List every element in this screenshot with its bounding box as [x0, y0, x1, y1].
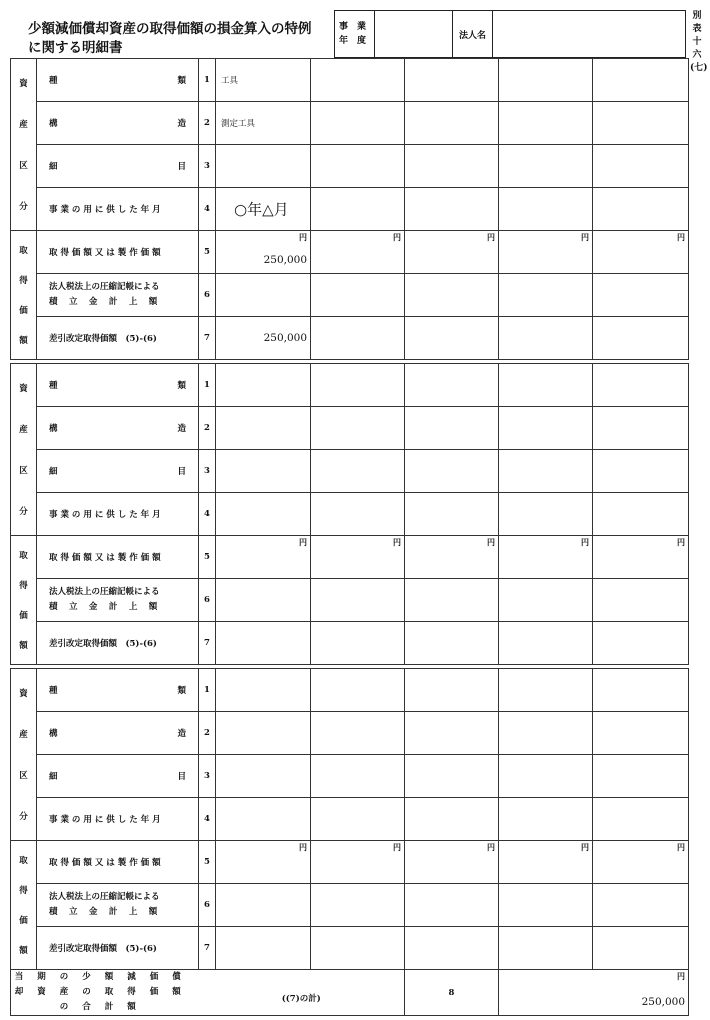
asset-group-label	[11, 59, 37, 231]
value-cell[interactable]	[216, 231, 311, 274]
yen-unit: 円	[487, 537, 495, 547]
value-cell[interactable]	[311, 669, 405, 712]
row-detail	[11, 755, 689, 798]
header-box	[334, 10, 686, 58]
value-cell[interactable]	[405, 755, 499, 798]
value-cell[interactable]	[216, 274, 311, 317]
value-cell[interactable]	[405, 145, 499, 188]
value-cell[interactable]	[593, 622, 689, 665]
group-char: 分	[19, 202, 28, 212]
value-cell[interactable]	[311, 798, 405, 841]
label-net: 差引改定取得価額 (5)-(6)	[37, 317, 199, 360]
value-cell[interactable]	[499, 450, 593, 493]
row-number: 7	[199, 317, 216, 360]
group-char: 得	[19, 275, 28, 286]
value-cell[interactable]	[311, 536, 405, 579]
group-char: 資	[19, 384, 28, 394]
yen-unit: 円	[677, 537, 685, 547]
row-cost	[11, 841, 689, 884]
row-number: 3	[199, 145, 216, 188]
asset-group-label	[11, 669, 37, 841]
value-cell[interactable]	[311, 622, 405, 665]
row-number: 5	[199, 841, 216, 884]
form-number-label: 別 表 十 六 (七)	[690, 11, 708, 73]
row-date	[11, 188, 689, 231]
value-cell[interactable]	[216, 59, 311, 102]
value-cell[interactable]	[311, 407, 405, 450]
value-cell[interactable]	[593, 364, 689, 407]
value-cell[interactable]	[311, 364, 405, 407]
row-number: 3	[199, 755, 216, 798]
total-label: 当期の少額減価償却資産の取得価額の合計額	[11, 970, 199, 1016]
structure-value: 測定工具	[221, 119, 256, 129]
label-structure: 構 造	[37, 712, 199, 755]
value-cell[interactable]	[216, 579, 311, 622]
cost-group-label	[11, 841, 37, 970]
value-cell[interactable]	[405, 493, 499, 536]
value-cell[interactable]	[405, 102, 499, 145]
yen-unit: 円	[581, 842, 589, 852]
value-cell[interactable]	[499, 407, 593, 450]
form-title	[28, 20, 328, 58]
fiscal-year-label: 事 業 年 度	[335, 11, 375, 57]
value-cell[interactable]	[311, 493, 405, 536]
value-cell[interactable]	[405, 884, 499, 927]
value-cell[interactable]	[311, 188, 405, 231]
value-cell[interactable]	[593, 231, 689, 274]
group-char: 産	[19, 425, 28, 435]
row-detail	[11, 450, 689, 493]
row-structure	[11, 407, 689, 450]
row-cost	[11, 536, 689, 579]
value-cell[interactable]	[499, 712, 593, 755]
label-cost: 取 得 価 額 又 は 製 作 価 額	[37, 841, 199, 884]
value-cell[interactable]	[499, 231, 593, 274]
value-cell[interactable]	[311, 231, 405, 274]
row-number: 4	[199, 188, 216, 231]
value-cell[interactable]	[593, 493, 689, 536]
row-number: 6	[199, 579, 216, 622]
row-reserve	[11, 884, 689, 927]
value-cell[interactable]	[593, 884, 689, 927]
label-structure: 構 造	[37, 102, 199, 145]
yen-unit: 円	[299, 842, 307, 852]
label-reserve: 法人税法上の圧縮記帳による 積 立 金 計 上 額	[37, 274, 199, 317]
value-cell[interactable]	[499, 59, 593, 102]
value-cell[interactable]	[405, 841, 499, 884]
value-cell[interactable]	[311, 712, 405, 755]
row-number: 7	[199, 622, 216, 665]
value-cell[interactable]	[405, 579, 499, 622]
value-cell[interactable]	[405, 59, 499, 102]
value-cell[interactable]	[405, 364, 499, 407]
fiscal-year-field[interactable]	[375, 11, 453, 57]
row-detail	[11, 145, 689, 188]
value-cell[interactable]	[593, 712, 689, 755]
row-number: 4	[199, 798, 216, 841]
row-net	[11, 622, 689, 665]
row-kind	[11, 59, 689, 102]
yen-unit: 円	[581, 232, 589, 242]
value-cell[interactable]	[593, 536, 689, 579]
row-number: 5	[199, 231, 216, 274]
value-cell[interactable]	[499, 622, 593, 665]
label-reserve: 法人税法上の圧縮記帳による 積 立 金 計 上 額	[37, 884, 199, 927]
value-cell[interactable]	[593, 145, 689, 188]
form-title-line-2: に関する明細書	[28, 40, 123, 56]
value-cell[interactable]	[593, 755, 689, 798]
group-char: 区	[19, 466, 28, 476]
value-cell[interactable]	[405, 231, 499, 274]
value-cell[interactable]	[311, 102, 405, 145]
value-cell[interactable]	[216, 622, 311, 665]
cost-value: 250,000	[263, 254, 307, 266]
group-char: 額	[19, 336, 28, 347]
row-net	[11, 927, 689, 970]
row-number: 2	[199, 102, 216, 145]
row-number: 6	[199, 884, 216, 927]
value-cell[interactable]	[405, 450, 499, 493]
row-structure	[11, 102, 689, 145]
group-char: 産	[19, 120, 28, 130]
yen-unit: 円	[677, 842, 685, 852]
row-number: 1	[199, 364, 216, 407]
total-value: 250,000	[641, 996, 685, 1008]
value-cell[interactable]	[593, 798, 689, 841]
row-number: 5	[199, 536, 216, 579]
value-cell[interactable]	[216, 755, 311, 798]
value-cell[interactable]	[216, 884, 311, 927]
kind-value: 工具	[221, 76, 239, 86]
value-cell[interactable]	[499, 669, 593, 712]
label-date: 事 業 の 用 に 供 し た 年 月	[37, 188, 199, 231]
label-structure: 構 造	[37, 407, 199, 450]
yen-unit: 円	[677, 232, 685, 242]
label-date: 事 業 の 用 に 供 し た 年 月	[37, 493, 199, 536]
value-cell[interactable]	[311, 927, 405, 970]
value-cell[interactable]	[216, 450, 311, 493]
label-detail: 細 目	[37, 450, 199, 493]
label-detail: 細 目	[37, 145, 199, 188]
value-cell[interactable]	[311, 145, 405, 188]
row-total	[11, 970, 689, 1016]
label-cost: 取 得 価 額 又 は 製 作 価 額	[37, 536, 199, 579]
value-cell[interactable]	[216, 712, 311, 755]
value-cell[interactable]	[499, 274, 593, 317]
value-cell[interactable]	[499, 145, 593, 188]
value-cell[interactable]	[216, 102, 311, 145]
value-cell[interactable]	[405, 536, 499, 579]
yen-unit: 円	[393, 537, 401, 547]
corp-name-label: 法人名	[453, 11, 493, 57]
value-cell[interactable]	[311, 884, 405, 927]
value-cell[interactable]	[311, 59, 405, 102]
row-number: 4	[199, 493, 216, 536]
value-cell[interactable]	[593, 927, 689, 970]
cost-group-label	[11, 231, 37, 360]
label-kind: 種 類	[37, 59, 199, 102]
group-char: 分	[19, 812, 28, 822]
value-cell[interactable]	[405, 188, 499, 231]
value-cell[interactable]	[499, 755, 593, 798]
label-detail: 細 目	[37, 755, 199, 798]
value-cell[interactable]	[405, 622, 499, 665]
label-net: 差引改定取得価額 (5)-(6)	[37, 927, 199, 970]
value-cell[interactable]	[216, 188, 311, 231]
asset-group-label	[11, 364, 37, 536]
group-char: 区	[19, 771, 28, 781]
row-kind	[11, 364, 689, 407]
group-char: 資	[19, 689, 28, 699]
group-char: 価	[19, 916, 28, 927]
value-cell[interactable]	[405, 927, 499, 970]
yen-unit: 円	[487, 842, 495, 852]
form-title-line-1: 少額減価償却資産の取得価額の損金算入の特例	[28, 21, 312, 37]
total-sub: ((7)の計)	[281, 994, 321, 1004]
value-cell[interactable]	[216, 145, 311, 188]
cost-group-label	[11, 536, 37, 665]
value-cell[interactable]	[311, 755, 405, 798]
yen-unit: 円	[393, 232, 401, 242]
corp-name-field[interactable]	[493, 11, 685, 57]
label-date: 事 業 の 用 に 供 し た 年 月	[37, 798, 199, 841]
value-cell[interactable]	[216, 927, 311, 970]
group-char: 取	[19, 550, 28, 561]
detail-table	[10, 58, 689, 1016]
group-char: 価	[19, 611, 28, 622]
row-number: 7	[199, 927, 216, 970]
value-cell[interactable]	[216, 536, 311, 579]
value-cell[interactable]	[311, 579, 405, 622]
row-reserve	[11, 274, 689, 317]
value-cell[interactable]	[499, 493, 593, 536]
value-cell[interactable]	[593, 579, 689, 622]
row-number: 6	[199, 274, 216, 317]
group-char: 価	[19, 306, 28, 317]
value-cell[interactable]	[216, 841, 311, 884]
date-value: ○年△月	[234, 200, 289, 219]
row-kind	[11, 669, 689, 712]
value-cell[interactable]	[499, 102, 593, 145]
value-cell[interactable]	[499, 884, 593, 927]
label-cost: 取 得 価 額 又 は 製 作 価 額	[37, 231, 199, 274]
value-cell[interactable]	[499, 927, 593, 970]
yen-unit: 円	[581, 537, 589, 547]
value-cell[interactable]	[593, 669, 689, 712]
value-cell[interactable]	[216, 407, 311, 450]
row-date	[11, 493, 689, 536]
value-cell[interactable]	[593, 59, 689, 102]
value-cell[interactable]	[405, 798, 499, 841]
total-label-cont	[199, 970, 405, 1016]
group-char: 分	[19, 507, 28, 517]
group-char: 区	[19, 161, 28, 171]
value-cell[interactable]	[593, 102, 689, 145]
value-cell[interactable]	[499, 364, 593, 407]
net-value: 250,000	[263, 332, 307, 344]
yen-unit: 円	[299, 537, 307, 547]
row-cost	[11, 231, 689, 274]
total-value-cell[interactable]	[499, 970, 689, 1016]
row-date	[11, 798, 689, 841]
value-cell[interactable]	[216, 798, 311, 841]
value-cell[interactable]	[216, 493, 311, 536]
row-number: 1	[199, 669, 216, 712]
row-reserve	[11, 579, 689, 622]
value-cell[interactable]	[499, 317, 593, 360]
group-char: 得	[19, 580, 28, 591]
label-reserve: 法人税法上の圧縮記帳による 積 立 金 計 上 額	[37, 579, 199, 622]
value-cell[interactable]	[593, 188, 689, 231]
value-cell[interactable]	[593, 274, 689, 317]
value-cell[interactable]	[593, 841, 689, 884]
value-cell[interactable]	[593, 450, 689, 493]
yen-unit: 円	[393, 842, 401, 852]
yen-unit: 円	[677, 971, 685, 981]
value-cell[interactable]	[311, 317, 405, 360]
value-cell[interactable]	[593, 317, 689, 360]
value-cell[interactable]	[499, 579, 593, 622]
yen-unit: 円	[487, 232, 495, 242]
value-cell[interactable]	[216, 317, 311, 360]
value-cell[interactable]	[405, 669, 499, 712]
row-number: 3	[199, 450, 216, 493]
value-cell[interactable]	[499, 841, 593, 884]
row-net	[11, 317, 689, 360]
value-cell[interactable]	[405, 274, 499, 317]
label-net: 差引改定取得価額 (5)-(6)	[37, 622, 199, 665]
group-char: 資	[19, 79, 28, 89]
value-cell[interactable]	[499, 798, 593, 841]
row-structure	[11, 712, 689, 755]
value-cell[interactable]	[311, 450, 405, 493]
value-cell[interactable]	[405, 712, 499, 755]
value-cell[interactable]	[499, 536, 593, 579]
label-kind: 種 類	[37, 364, 199, 407]
label-kind: 種 類	[37, 669, 199, 712]
value-cell[interactable]	[311, 841, 405, 884]
row-number: 2	[199, 712, 216, 755]
value-cell[interactable]	[311, 274, 405, 317]
value-cell[interactable]	[405, 317, 499, 360]
value-cell[interactable]	[216, 669, 311, 712]
group-char: 取	[19, 245, 28, 256]
group-char: 産	[19, 730, 28, 740]
value-cell[interactable]	[593, 407, 689, 450]
value-cell[interactable]	[405, 407, 499, 450]
group-char: 取	[19, 855, 28, 866]
row-number: 8	[405, 970, 499, 1016]
yen-unit: 円	[299, 232, 307, 242]
value-cell[interactable]	[216, 364, 311, 407]
row-number: 2	[199, 407, 216, 450]
group-char: 額	[19, 946, 28, 957]
group-char: 額	[19, 641, 28, 652]
value-cell[interactable]	[499, 188, 593, 231]
group-char: 得	[19, 885, 28, 896]
row-number: 1	[199, 59, 216, 102]
